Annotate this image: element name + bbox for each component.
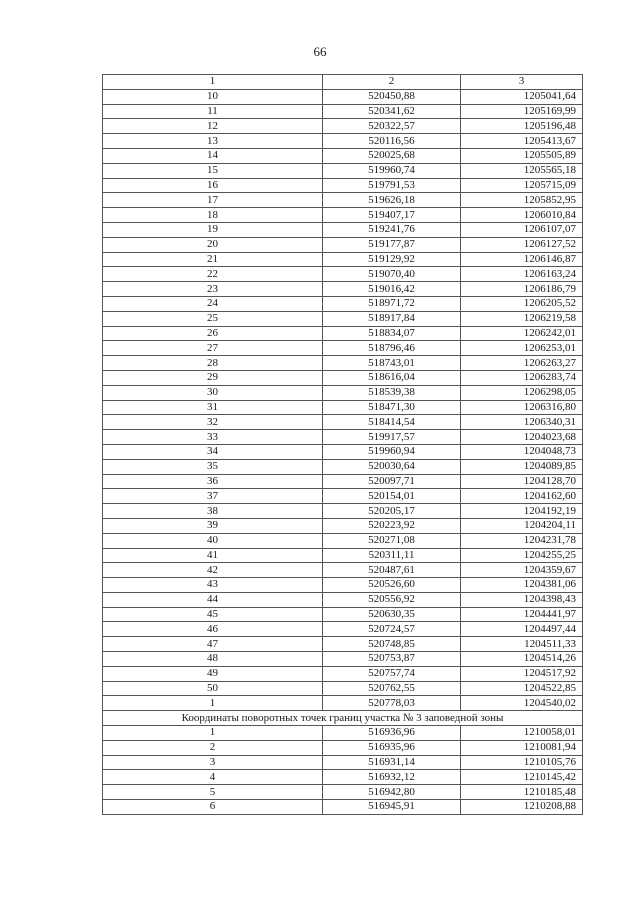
point-number-cell: 31 [103,400,323,415]
point-number-cell: 14 [103,148,323,163]
y-coordinate-cell: 1204398,43 [461,592,583,607]
table-row [103,681,583,696]
table-row [103,341,583,356]
table-row [103,385,583,400]
table-row [103,89,583,104]
point-number-cell: 29 [103,370,323,385]
point-number-cell: 12 [103,119,323,134]
y-coordinate-cell: 1206186,79 [461,282,583,297]
page-number: 66 [313,44,327,59]
table-row [103,666,583,681]
y-coordinate-cell: 1204381,06 [461,578,583,593]
point-number-cell: 49 [103,666,323,681]
x-coordinate-cell: 518471,30 [323,400,461,415]
table-row [103,252,583,267]
x-coordinate-cell: 520271,08 [323,533,461,548]
x-coordinate-cell: 520757,74 [323,666,461,681]
point-number-cell: 43 [103,578,323,593]
point-number-cell: 23 [103,282,323,297]
x-coordinate-cell: 519407,17 [323,208,461,223]
y-coordinate-cell: 1204048,73 [461,444,583,459]
point-number-cell: 22 [103,267,323,282]
table-row [103,607,583,622]
point-number-cell: 28 [103,356,323,371]
table-row [103,740,583,755]
table-row [103,696,583,711]
table-row [103,592,583,607]
point-number-cell: 38 [103,504,323,519]
y-coordinate-cell: 1210081,94 [461,740,583,755]
y-coordinate-cell: 1210208,88 [461,800,583,815]
y-coordinate-cell: 1205041,64 [461,89,583,104]
point-number-cell: 39 [103,518,323,533]
point-number-cell: 42 [103,563,323,578]
table-row [103,563,583,578]
x-coordinate-cell: 519129,92 [323,252,461,267]
y-coordinate-cell: 1206107,07 [461,222,583,237]
point-number-cell: 5 [103,785,323,800]
x-coordinate-cell: 520025,68 [323,148,461,163]
y-coordinate-cell: 1205196,48 [461,119,583,134]
point-number-cell: 46 [103,622,323,637]
y-coordinate-cell: 1206163,24 [461,267,583,282]
x-coordinate-cell: 520762,55 [323,681,461,696]
x-coordinate-cell: 520097,71 [323,474,461,489]
point-number-cell: 10 [103,89,323,104]
table-row [103,785,583,800]
y-coordinate-cell: 1205169,99 [461,104,583,119]
x-coordinate-cell: 520724,57 [323,622,461,637]
point-number-cell: 16 [103,178,323,193]
x-coordinate-cell: 520556,92 [323,592,461,607]
y-coordinate-cell: 1204497,44 [461,622,583,637]
y-coordinate-cell: 1205413,67 [461,134,583,149]
section-caption: Координаты поворотных точек границ участка № 3 заповедной зоны [103,711,583,726]
table-row [103,370,583,385]
y-coordinate-cell: 1204517,92 [461,666,583,681]
table-row [103,237,583,252]
y-coordinate-cell: 1204514,26 [461,652,583,667]
y-coordinate-cell: 1204089,85 [461,459,583,474]
x-coordinate-cell: 516945,91 [323,800,461,815]
table-row [103,356,583,371]
x-coordinate-cell: 519960,74 [323,163,461,178]
point-number-cell: 17 [103,193,323,208]
x-coordinate-cell: 518917,84 [323,311,461,326]
x-coordinate-cell: 519241,76 [323,222,461,237]
table-row [103,400,583,415]
y-coordinate-cell: 1206298,05 [461,385,583,400]
table-row [103,474,583,489]
x-coordinate-cell: 520205,17 [323,504,461,519]
point-number-cell: 32 [103,415,323,430]
x-coordinate-cell: 520322,57 [323,119,461,134]
y-coordinate-cell: 1205852,95 [461,193,583,208]
y-coordinate-cell: 1206316,80 [461,400,583,415]
x-coordinate-cell: 516936,96 [323,726,461,741]
y-coordinate-cell: 1206127,52 [461,237,583,252]
point-number-cell: 20 [103,237,323,252]
x-coordinate-cell: 520450,88 [323,89,461,104]
x-coordinate-cell: 519917,57 [323,430,461,445]
coordinates-table [102,74,583,815]
x-coordinate-cell: 520154,01 [323,489,461,504]
x-coordinate-cell: 518743,01 [323,356,461,371]
y-coordinate-cell: 1205505,89 [461,148,583,163]
point-number-cell: 41 [103,548,323,563]
point-number-cell: 6 [103,800,323,815]
table-row [103,222,583,237]
table-row [103,489,583,504]
coordinates-table-body [103,75,583,815]
point-number-cell: 26 [103,326,323,341]
point-number-cell: 18 [103,208,323,223]
y-coordinate-header: 3 [461,75,583,90]
x-coordinate-cell: 519177,87 [323,237,461,252]
x-coordinate-cell: 519070,40 [323,267,461,282]
point-number-cell: 25 [103,311,323,326]
table-row [103,326,583,341]
point-number-header: 1 [103,75,323,90]
y-coordinate-cell: 1204231,78 [461,533,583,548]
y-coordinate-cell: 1210058,01 [461,726,583,741]
table-row [103,637,583,652]
y-coordinate-cell: 1204128,70 [461,474,583,489]
table-row [103,163,583,178]
y-coordinate-cell: 1210145,42 [461,770,583,785]
table-row [103,770,583,785]
y-coordinate-cell: 1204359,67 [461,563,583,578]
x-coordinate-cell: 520030,64 [323,459,461,474]
y-coordinate-cell: 1204441,97 [461,607,583,622]
point-number-cell: 27 [103,341,323,356]
point-number-cell: 48 [103,652,323,667]
table-row [103,430,583,445]
x-coordinate-cell: 518971,72 [323,296,461,311]
table-row [103,533,583,548]
x-coordinate-cell: 518796,46 [323,341,461,356]
x-coordinate-cell: 519626,18 [323,193,461,208]
x-coordinate-cell: 520311,11 [323,548,461,563]
x-coordinate-cell: 520487,61 [323,563,461,578]
point-number-cell: 24 [103,296,323,311]
x-coordinate-cell: 520753,87 [323,652,461,667]
point-number-cell: 15 [103,163,323,178]
table-row [103,459,583,474]
table-row [103,296,583,311]
table-row [103,104,583,119]
point-number-cell: 44 [103,592,323,607]
x-coordinate-cell: 516932,12 [323,770,461,785]
point-number-cell: 1 [103,726,323,741]
table-row [103,415,583,430]
point-number-cell: 21 [103,252,323,267]
x-coordinate-cell: 519960,94 [323,444,461,459]
table-row [103,444,583,459]
y-coordinate-cell: 1205715,09 [461,178,583,193]
x-coordinate-cell: 518616,04 [323,370,461,385]
table-row [103,119,583,134]
x-coordinate-cell: 520526,60 [323,578,461,593]
table-row [103,652,583,667]
x-coordinate-cell: 518539,38 [323,385,461,400]
table-row [103,622,583,637]
x-coordinate-cell: 516931,14 [323,755,461,770]
table-row [103,311,583,326]
y-coordinate-cell: 1206219,58 [461,311,583,326]
point-number-cell: 35 [103,459,323,474]
section-caption-row [103,711,583,726]
x-coordinate-cell: 520630,35 [323,607,461,622]
point-number-cell: 45 [103,607,323,622]
point-number-cell: 47 [103,637,323,652]
y-coordinate-cell: 1206146,87 [461,252,583,267]
x-coordinate-cell: 518834,07 [323,326,461,341]
point-number-cell: 33 [103,430,323,445]
x-coordinate-cell: 520116,56 [323,134,461,149]
table-header-row [103,75,583,90]
point-number-cell: 34 [103,444,323,459]
table-row [103,134,583,149]
x-coordinate-cell: 518414,54 [323,415,461,430]
x-coordinate-cell: 520778,03 [323,696,461,711]
y-coordinate-cell: 1204192,19 [461,504,583,519]
y-coordinate-cell: 1210185,48 [461,785,583,800]
x-coordinate-header: 2 [323,75,461,90]
y-coordinate-cell: 1204255,25 [461,548,583,563]
x-coordinate-cell: 519016,42 [323,282,461,297]
x-coordinate-cell: 520748,85 [323,637,461,652]
table-row [103,282,583,297]
y-coordinate-cell: 1206205,52 [461,296,583,311]
table-row [103,208,583,223]
table-row [103,726,583,741]
y-coordinate-cell: 1205565,18 [461,163,583,178]
y-coordinate-cell: 1204204,11 [461,518,583,533]
y-coordinate-cell: 1204162,60 [461,489,583,504]
y-coordinate-cell: 1206242,01 [461,326,583,341]
table-row [103,578,583,593]
point-number-cell: 2 [103,740,323,755]
table-row [103,148,583,163]
x-coordinate-cell: 520223,92 [323,518,461,533]
table-row [103,504,583,519]
x-coordinate-cell: 516942,80 [323,785,461,800]
y-coordinate-cell: 1204023,68 [461,430,583,445]
x-coordinate-cell: 520341,62 [323,104,461,119]
point-number-cell: 30 [103,385,323,400]
y-coordinate-cell: 1204511,33 [461,637,583,652]
x-coordinate-cell: 519791,53 [323,178,461,193]
table-row [103,548,583,563]
point-number-cell: 4 [103,770,323,785]
x-coordinate-cell: 516935,96 [323,740,461,755]
point-number-cell: 50 [103,681,323,696]
table-row [103,267,583,282]
table-row [103,800,583,815]
table-row [103,755,583,770]
point-number-cell: 19 [103,222,323,237]
y-coordinate-cell: 1206340,31 [461,415,583,430]
y-coordinate-cell: 1206283,74 [461,370,583,385]
y-coordinate-cell: 1210105,76 [461,755,583,770]
table-row [103,178,583,193]
table-row [103,193,583,208]
table-row [103,518,583,533]
point-number-cell: 1 [103,696,323,711]
y-coordinate-cell: 1206253,01 [461,341,583,356]
y-coordinate-cell: 1204522,85 [461,681,583,696]
point-number-cell: 37 [103,489,323,504]
y-coordinate-cell: 1206010,84 [461,208,583,223]
point-number-cell: 11 [103,104,323,119]
y-coordinate-cell: 1204540,02 [461,696,583,711]
point-number-cell: 40 [103,533,323,548]
point-number-cell: 13 [103,134,323,149]
point-number-cell: 36 [103,474,323,489]
point-number-cell: 3 [103,755,323,770]
y-coordinate-cell: 1206263,27 [461,356,583,371]
